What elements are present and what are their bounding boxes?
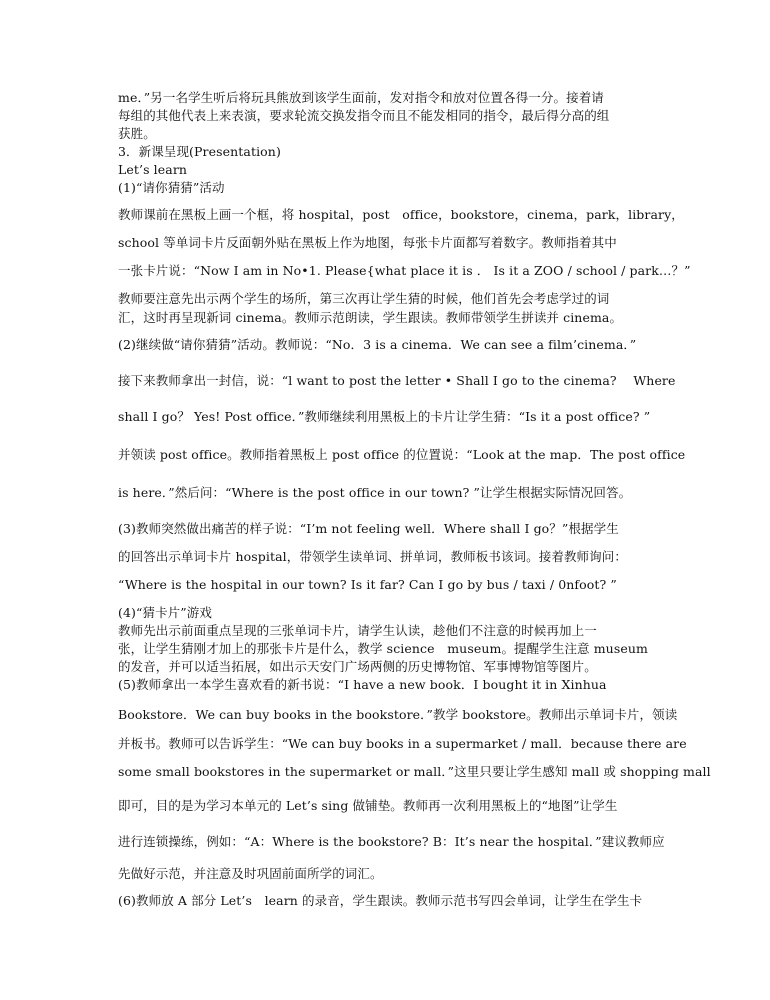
- text-line: 获胜。: [118, 126, 156, 141]
- text-line: 先做好示范，并注意及时巩固前面所学的词汇。: [118, 866, 383, 881]
- text-line: 一张卡片说：“Now I am in No•1. Please{what place it is ． Is it a ZOO / school / park…？”: [118, 263, 691, 278]
- subheading: Let’s learn: [118, 162, 188, 177]
- activity-title: (4)“猜卡片”游戏: [118, 605, 212, 620]
- text-line: (5)教师拿出一本学生喜欢看的新书说：“I have a new book．I bought it in Xinhua: [118, 677, 607, 692]
- text-line: 汇，这时再呈现新词 cinema。教师示范朗读，学生跟读。教师带领学生拼读并 cinema。: [118, 310, 623, 325]
- text-line: (6)教师放 A 部分 Let’s learn 的录音，学生跟读。教师示范书写四会单词，让学生在学生卡: [118, 893, 643, 908]
- text-line: (2)继续做“请你猜猜”活动。教师说：“No．3 is a cinema．We can see a film’cinema．”: [118, 337, 637, 352]
- text-line: 教师先出示前面重点呈现的三张单词卡片，请学生认读，趁他们不注意的时候再加上一: [118, 623, 597, 638]
- text-line: (3)教师突然做出痛苦的样子说：“I’m not feeling well．Where shall I go？”根据学生: [118, 521, 619, 536]
- text-line: 的回答出示单词卡片 hospital，带领学生读单词、拼单词，教师板书该词。接着教师询问：: [118, 549, 627, 564]
- text-line: Bookstore．We can buy books in the bookstore．”教学 bookstore。教师出示单词卡片，领读: [118, 707, 678, 722]
- text-line: 教师课前在黑板上画一个框，将 hospital，post office，bookstore，cinema，park，library，: [118, 207, 684, 222]
- text-line: is here．”然后问：“Where is the post office in our town? ”让学生根据实际情况回答。: [118, 485, 632, 500]
- text-line: school 等单词卡片反面朝外贴在黑板上作为地图，每张卡片面都写着数字。教师指着其中: [118, 235, 617, 250]
- text-line: 并板书。教师可以告诉学生：“We can buy books in a supermarket / mall．because there are: [118, 736, 687, 751]
- text-line: 的发音，并可以适当拓展，如出示天安门广场两侧的历史博物馆、军事博物馆等图片。: [118, 659, 597, 674]
- text-line: 每组的其他代表上来表演，要求轮流交换发指令而且不能发相同的指令，最后得分高的组: [118, 108, 610, 123]
- text-line: 接下来教师拿出一封信，说：“l want to post the letter • Shall I go to the cinema? Where: [118, 373, 676, 388]
- text-line: 即可，目的是为学习本单元的 Let’s sing 做铺垫。教师再一次利用黑板上的“地图”让学生: [118, 798, 618, 813]
- activity-title: (1)“请你猜猜”活动: [118, 180, 225, 195]
- text-line: 教师要注意先出示两个学生的场所，第三次再让学生猜的时候，他们首先会考虑学过的词: [118, 291, 610, 306]
- text-line: me．”另一名学生听后将玩具熊放到该学生面前，发对指令和放对位置各得一分。接着请: [118, 90, 604, 105]
- text-line: 张，让学生猜刚才加上的那张卡片是什么，教学 science museum。提醒学生注意 museum: [118, 641, 648, 656]
- text-line: shall I go？ Yes! Post office．”教师继续利用黑板上的卡片让学生猜：“Is it a post office? ”: [118, 409, 651, 424]
- text-line: 并领读 post office。教师指着黑板上 post office 的位置说：“Look at the map．The post office: [118, 447, 686, 462]
- text-line: 进行连锁操练，例如：“A：Where is the bookstore? B：It’s near the hospital．”建议教师应: [118, 834, 665, 849]
- section-heading: 3．新课呈现(Presentation): [118, 144, 281, 159]
- text-line: “Where is the hospital in our town? Is it far? Can I go by bus / taxi / 0nfoot? ”: [118, 577, 617, 592]
- text-line: some small bookstores in the supermarket or mall．”这里只要让学生感知 mall 或 shopping mall: [118, 764, 711, 779]
